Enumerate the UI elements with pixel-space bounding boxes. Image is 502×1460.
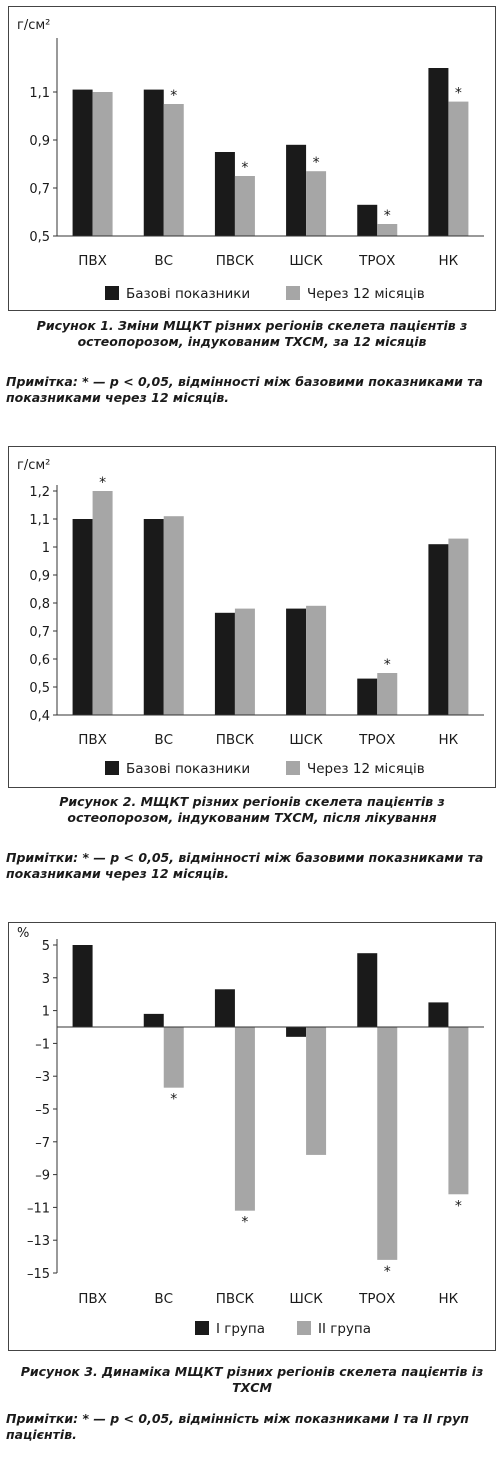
bar-series2	[306, 606, 326, 715]
x-category-label: НК	[438, 253, 459, 269]
legend-label: І група	[216, 1321, 266, 1337]
x-category-label: ПВХ	[78, 732, 107, 748]
y-tick-label: –13	[26, 1234, 50, 1250]
chart-2-frame	[8, 446, 496, 788]
y-tick-label: 1,2	[29, 485, 50, 500]
significance-marker: *	[241, 1214, 249, 1231]
legend-swatch	[286, 286, 300, 300]
x-category-label: ТРОХ	[359, 1291, 396, 1307]
bar-series2	[306, 171, 326, 236]
y-tick-label: 1	[41, 541, 50, 556]
significance-marker: *	[99, 475, 107, 491]
significance-marker: *	[383, 208, 391, 224]
significance-marker: *	[170, 88, 178, 104]
chart-1-frame	[8, 6, 496, 311]
bar-series1	[357, 205, 377, 236]
y-tick-label: 1,1	[29, 513, 50, 528]
y-tick-label: –11	[26, 1201, 50, 1217]
bar-series1	[286, 145, 306, 236]
x-category-label: ПВХ	[78, 1291, 107, 1307]
chart-3-svg	[9, 923, 495, 1350]
bar-series2	[235, 1027, 255, 1211]
x-category-label: ПВСК	[215, 732, 255, 748]
chart-3-frame	[8, 922, 496, 1351]
y-tick-label: 0,6	[29, 653, 50, 668]
significance-marker: *	[454, 85, 462, 102]
bar-series1	[215, 152, 235, 236]
chart-2-svg	[9, 447, 495, 787]
y-axis-label: г/см²	[17, 18, 51, 33]
bar-series1	[215, 613, 235, 715]
bar-series1	[428, 544, 448, 715]
bar-series2	[164, 516, 184, 715]
significance-marker: *	[170, 1091, 178, 1108]
bar-series1	[286, 1027, 306, 1037]
y-tick-label: 0,4	[29, 709, 50, 724]
x-category-label: ТРОХ	[359, 732, 396, 748]
significance-marker: *	[383, 1263, 391, 1280]
x-category-label: ТРОХ	[359, 253, 396, 269]
y-axis-label: %	[17, 926, 30, 941]
legend-swatch	[105, 761, 119, 775]
x-category-label: ПВСК	[215, 1291, 255, 1307]
bar-series2	[377, 673, 397, 715]
legend-swatch	[286, 761, 300, 775]
bar-series2	[377, 224, 397, 236]
bar-series1	[73, 945, 93, 1027]
y-tick-label: 0,5	[29, 230, 50, 245]
chart-1-caption: Рисунок 1. Зміни МЩКТ різних регіонів скелета пацієнтів з остеопорозом, індукованим ТХСМ, за 12 місяців	[36, 318, 468, 349]
chart-2-note: Примітки: * — p < 0,05, відмінності між базовими показниками та показниками через 12 місяців.	[6, 850, 484, 881]
x-category-label: ПВСК	[215, 253, 255, 269]
chart-3-caption: Рисунок 3. Динаміка МЩКТ різних регіонів скелета пацієнтів із ТХСМ	[20, 1364, 484, 1395]
bar-series1	[357, 679, 377, 715]
bar-series2	[448, 539, 468, 715]
significance-marker: *	[241, 160, 249, 176]
y-tick-label: 0,8	[29, 597, 50, 612]
x-category-label: НК	[438, 732, 459, 748]
y-tick-label: 0,7	[29, 625, 50, 640]
bar-series2	[164, 1027, 184, 1088]
bar-series1	[215, 989, 235, 1027]
bar-series1	[357, 953, 377, 1027]
y-tick-label: 0,9	[29, 569, 50, 584]
significance-marker: *	[454, 1198, 462, 1215]
bar-series1	[144, 519, 164, 715]
y-axis-label: г/см²	[17, 458, 51, 473]
legend-label: Базові показники	[126, 761, 251, 777]
chart-3-note: Примітки: * — p < 0,05, відмінність між показниками І та ІІ груп пацієнтів.	[6, 1411, 469, 1442]
chart-1-svg	[9, 7, 495, 310]
x-category-label: ВС	[154, 253, 174, 269]
y-tick-label: 3	[41, 971, 50, 987]
significance-marker: *	[312, 155, 320, 172]
x-category-label: ШСК	[289, 732, 323, 748]
bar-series2	[93, 92, 113, 236]
bar-series2	[235, 176, 255, 236]
bar-series2	[448, 102, 468, 236]
bar-series1	[144, 1014, 164, 1027]
chart-2-caption: Рисунок 2. МЩКТ різних регіонів скелета пацієнтів з остеопорозом, індукованим ТХСМ, після лікування	[59, 794, 445, 825]
significance-marker: *	[383, 657, 391, 673]
x-category-label: ШСК	[289, 253, 323, 269]
legend-swatch	[297, 1321, 311, 1335]
bar-series1	[286, 609, 306, 715]
bar-series1	[144, 90, 164, 236]
bar-series2	[235, 609, 255, 715]
bar-series2	[164, 104, 184, 236]
y-tick-label: 1,1	[29, 86, 50, 101]
x-category-label: ШСК	[289, 1291, 323, 1307]
legend-label: Через 12 місяців	[307, 286, 425, 302]
legend-swatch	[195, 1321, 209, 1335]
x-category-label: ВС	[154, 1291, 174, 1307]
bar-series2	[93, 491, 113, 715]
y-tick-label: –3	[35, 1070, 50, 1086]
y-tick-label: –7	[35, 1135, 50, 1151]
x-category-label: ПВХ	[78, 253, 107, 269]
y-tick-label: –15	[26, 1267, 50, 1282]
y-tick-label: –1	[35, 1037, 50, 1053]
bar-series1	[73, 90, 93, 236]
legend-label: ІІ група	[318, 1321, 372, 1337]
legend-label: Через 12 місяців	[307, 761, 425, 777]
y-tick-label: 1	[41, 1004, 50, 1020]
x-category-label: ВС	[154, 732, 174, 748]
bar-series2	[448, 1027, 468, 1194]
bar-series1	[73, 519, 93, 715]
bar-series2	[377, 1027, 397, 1260]
y-tick-label: 0,5	[29, 681, 50, 696]
y-tick-label: –5	[35, 1103, 50, 1118]
y-tick-label: 5	[41, 939, 50, 954]
legend-swatch	[105, 286, 119, 300]
chart-1-note: Примітка: * — p < 0,05, відмінності між базовими показниками та показниками через 12 місяців.	[6, 374, 483, 405]
y-tick-label: 0,7	[29, 182, 50, 197]
bar-series1	[428, 68, 448, 236]
y-tick-label: –9	[35, 1168, 50, 1184]
bar-series1	[428, 1002, 448, 1027]
legend-label: Базові показники	[126, 286, 251, 302]
x-category-label: НК	[438, 1291, 459, 1307]
y-tick-label: 0,9	[29, 134, 50, 149]
bar-series2	[306, 1027, 326, 1155]
